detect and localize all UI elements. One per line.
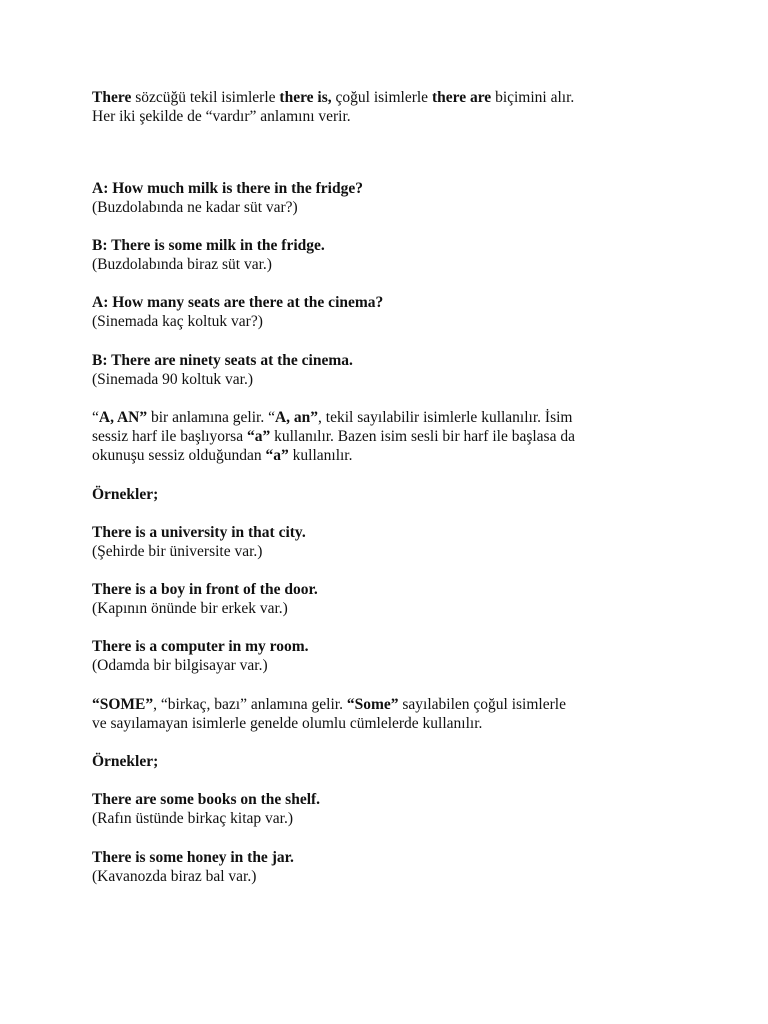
example-english: There is a university in that city. [92, 524, 306, 541]
bold-term: “a” [265, 447, 289, 464]
some-line-2: ve sayılamayan isimlerle genelde olumlu cümlelerde kullanılır. [92, 715, 483, 732]
dialog-english: A: How much milk is there in the fridge? [92, 180, 363, 197]
dialog-english: B: There are ninety seats at the cinema. [92, 352, 353, 369]
text: kullanılır. [288, 447, 353, 464]
a-an-line-1 [92, 408, 712, 427]
dialog-turkish: (Sinemada 90 koltuk var.) [92, 371, 253, 388]
example-turkish: (Rafın üstünde birkaç kitap var.) [92, 810, 294, 827]
some-line-1 [92, 695, 712, 714]
dialog-english: A: How many seats are there at the cinema? [92, 294, 384, 311]
examples-heading [92, 752, 712, 771]
bold-term: A, an” [274, 409, 319, 426]
text: , tekil sayılabilir isimlerle kullanılır. İsim [318, 409, 573, 426]
some-paragraph [92, 695, 712, 733]
text: çoğul isimlerle [331, 89, 432, 106]
a-an-paragraph [92, 408, 712, 465]
keyword-there-are: there are [431, 89, 492, 106]
dialog-turkish: (Buzdolabında ne kadar süt var?) [92, 199, 298, 216]
text: okunuşu sessiz olduğundan [92, 447, 266, 464]
example-turkish: (Şehirde bir üniversite var.) [92, 543, 263, 560]
example-pair [92, 637, 712, 675]
dialog-turkish: (Buzdolabında biraz süt var.) [92, 256, 272, 273]
text: “ [92, 409, 99, 426]
dialog-english: B: There is some milk in the fridge. [92, 237, 325, 254]
intro-line-2: Her iki şekilde de “vardır” anlamını verir. [92, 108, 351, 125]
text: bir anlamına gelir. “ [147, 409, 275, 426]
dialog-turkish: (Sinemada kaç koltuk var?) [92, 313, 263, 330]
a-an-line-3 [92, 446, 712, 465]
dialog-pair [92, 179, 712, 217]
keyword-there: There [92, 89, 132, 106]
text: kullanılır. Bazen isim sesli bir harf ile başlasa da [270, 428, 575, 445]
example-english: There is a boy in front of the door. [92, 581, 318, 598]
text: sessiz harf ile başlıyorsa [92, 428, 247, 445]
example-pair [92, 580, 712, 618]
bold-term: “a” [246, 428, 271, 445]
example-turkish: (Kapının önünde bir erkek var.) [92, 600, 288, 617]
example-pair [92, 523, 712, 561]
dialog-pair [92, 236, 712, 274]
example-turkish: (Kavanozda biraz bal var.) [92, 868, 257, 885]
text: sayılabilen çoğul isimlerle [398, 696, 566, 713]
bold-term: A, AN” [98, 409, 148, 426]
example-pair [92, 848, 712, 886]
keyword-there-is: there is, [279, 89, 332, 106]
example-english: There is a computer in my room. [92, 638, 309, 655]
intro-paragraph [92, 88, 712, 126]
example-english: There are some books on the shelf. [92, 791, 321, 808]
dialog-pair [92, 351, 712, 389]
text: biçimini alır. [491, 89, 575, 106]
a-an-line-2 [92, 427, 712, 446]
example-pair [92, 790, 712, 828]
bold-term: “Some” [346, 696, 399, 713]
bold-term: “SOME” [92, 696, 154, 713]
intro-line-1 [92, 88, 712, 107]
example-english: There is some honey in the jar. [92, 849, 294, 866]
text: sözcüğü tekil isimlerle [131, 89, 280, 106]
examples-heading [92, 485, 712, 504]
heading-text: Örnekler; [92, 486, 159, 503]
example-turkish: (Odamda bir bilgisayar var.) [92, 657, 268, 674]
text: , “birkaç, bazı” anlamına gelir. [153, 696, 347, 713]
dialog-pair [92, 293, 712, 331]
heading-text: Örnekler; [92, 753, 159, 770]
